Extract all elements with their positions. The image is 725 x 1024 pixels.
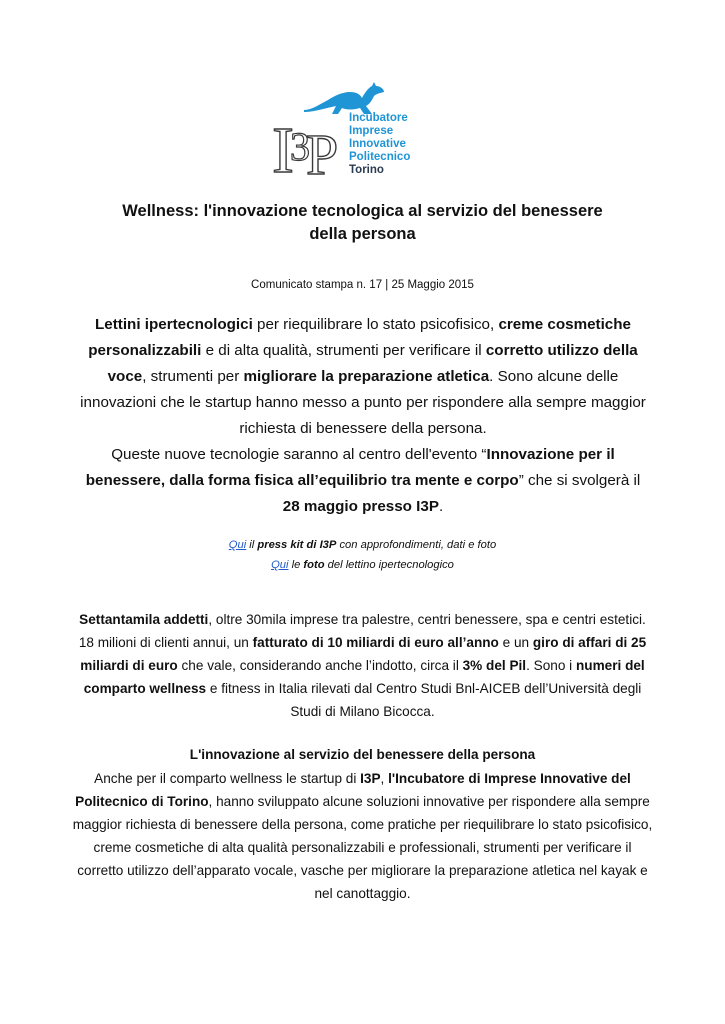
lead-text: per riequilibrare lo stato psicofisico, (252, 316, 499, 333)
body-text: e un (498, 635, 533, 650)
link-text: del lettino ipertecnologico (324, 559, 454, 571)
lead-bold: Lettini ipertecnologici (95, 316, 253, 333)
lead-bold: corretto utilizzo della voce (107, 342, 638, 385)
event-name: Innovazione per il benessere, dalla forma fisica all’equilibrio tra mente e corpo (85, 446, 615, 489)
lead-text: ” che si svolgerà il (518, 472, 641, 489)
body-bold: 3% del Pil (462, 658, 527, 673)
link-text: con approfondimenti, dati e foto (336, 539, 497, 551)
section-paragraph (70, 767, 655, 905)
body-text: , (380, 771, 389, 786)
press-release-date: Comunicato stampa n. 17 | 25 Maggio 2015 (251, 279, 474, 291)
link-text: le (288, 559, 304, 571)
svg-text:P: P (306, 122, 339, 180)
section-heading: L'innovazione al servizio del benessere della persona (189, 747, 536, 762)
market-paragraph (70, 608, 655, 723)
lead-text: e di alta qualità, strumenti per verificare il (201, 342, 486, 359)
body-bold: numeri del comparto wellness (83, 658, 645, 696)
lead-text: . Sono alcune delle innovazioni che le startup hanno messo a punto per rispondere alla sempre maggior richiesta di benessere della persona. (80, 368, 646, 437)
media-links (60, 535, 665, 575)
lead-text: Queste nuove tecnologie saranno al centro dell'evento “ (111, 446, 487, 463)
body-text: Anche per il comparto wellness le startup di (94, 771, 361, 786)
logo-line-1: Incubatore (349, 112, 408, 124)
link-bold: foto (303, 559, 325, 571)
press-kit-link-line (60, 535, 665, 555)
link-text: il (246, 539, 258, 551)
logo-line-5: Torino (349, 164, 384, 176)
press-kit-link[interactable]: Qui (228, 539, 247, 551)
body-bold: l'Incubatore di Imprese Innovative del Politecnico di Torino (75, 771, 631, 809)
svg-text:I: I (272, 114, 294, 180)
link-bold: press kit di I3P (257, 539, 337, 551)
lead-text: , strumenti per (142, 368, 244, 385)
body-text: , hanno sviluppato alcune soluzioni innovative per rispondere alla sempre maggior richiesta di benessere della persona, come pratiche per riequilibrare lo stato psicofisico, creme cosmetiche di alta qualità personalizzabili e professionali, strumenti per verificare il corretto utilizzo dell’apparato vocale, vasche per migliorare la preparazione atletica nel kayak e nel canottaggio. (72, 794, 653, 901)
photo-link[interactable]: Qui (271, 559, 289, 571)
lead-paragraph-1 (78, 312, 648, 442)
logo-line-2: Imprese (349, 125, 394, 137)
body-text: , oltre 30mila imprese tra palestre, centri benessere, spa e centri estetici. 18 milioni di clienti annui, un (78, 612, 646, 650)
lead-paragraph (78, 312, 648, 520)
body-text: . Sono i (526, 658, 576, 673)
body-bold: giro di affari di 25 miliardi di euro (80, 635, 647, 673)
logo-wordmark (349, 112, 410, 177)
event-date: 28 maggio presso I3P (282, 498, 439, 515)
page-title (60, 200, 665, 246)
lead-text: . (438, 498, 444, 515)
lead-paragraph-2 (78, 442, 648, 520)
lead-bold: migliorare la preparazione atletica (243, 368, 490, 385)
title-line-1: Wellness: l'innovazione tecnologica al servizio del benessere (122, 202, 603, 220)
i3p-monogram (270, 110, 345, 180)
body-bold: I3P (360, 771, 381, 786)
svg-text:3: 3 (290, 124, 310, 169)
body-bold: Settantamila addetti (79, 612, 209, 627)
logo-line-4: Politecnico (349, 151, 411, 163)
photo-link-line (60, 555, 665, 575)
body-text: che vale, considerando anche l’indotto, circa il (177, 658, 463, 673)
body-text: e fitness in Italia rilevati dal Centro Studi Bnl-AICEB dell’Università degli Studi di Milano Bicocca. (206, 681, 642, 719)
logo-line-3: Innovative (349, 138, 406, 150)
body-bold: fatturato di 10 miliardi di euro all’anno (252, 635, 499, 650)
lead-bold: creme cosmetiche personalizzabili (88, 316, 631, 359)
i3p-logo (270, 80, 430, 188)
title-line-2: della persona (309, 225, 416, 243)
